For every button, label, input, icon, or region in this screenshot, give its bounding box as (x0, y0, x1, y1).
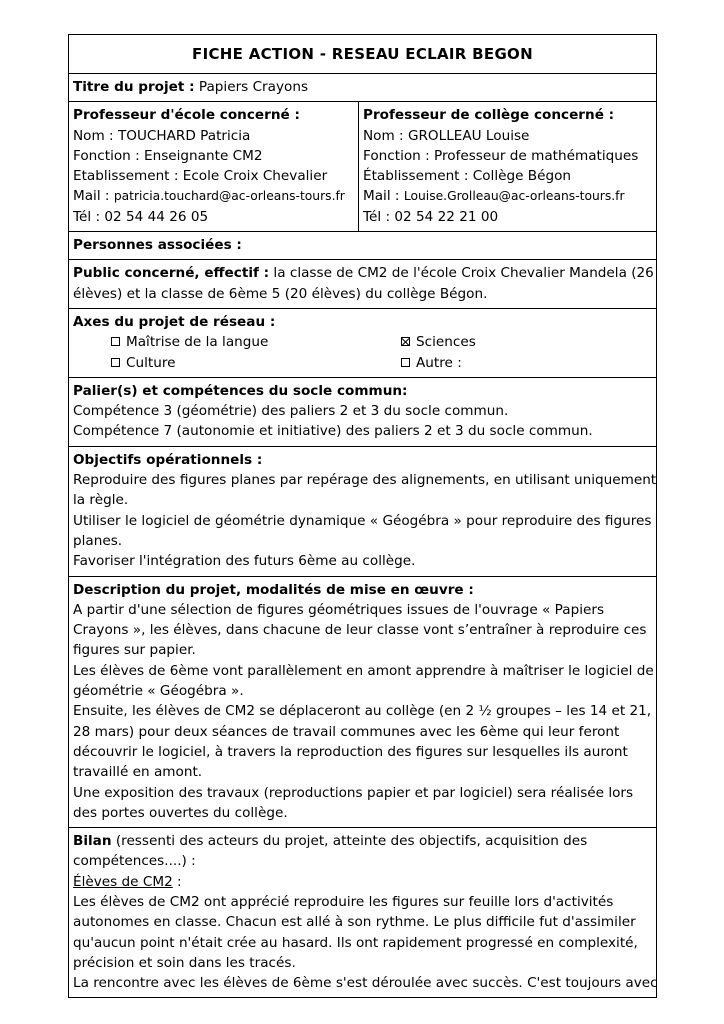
axes-label: Axes du projet de réseau : (73, 313, 276, 330)
description-line: travaillé en amont. (73, 764, 203, 781)
objectives-label: Objectifs opérationnels : (73, 451, 263, 468)
objectives-row (69, 446, 657, 576)
audience-row (69, 260, 657, 309)
objectives-line: la règle. (73, 492, 129, 509)
axis-option-culture[interactable] (111, 353, 401, 373)
objectives-line: planes. (73, 532, 123, 549)
assessment-intro-2: compétences....) : (73, 853, 196, 870)
description-line: Les élèves de 6ème vont parallèlement en amont apprendre à maîtriser le logiciel de (73, 662, 654, 679)
skills-cell (69, 377, 657, 446)
school-teacher-name: Nom : TOUCHARD Patricia (73, 127, 251, 144)
axis-option-culture-label: Culture (126, 354, 176, 371)
associated-people-row (69, 232, 657, 260)
description-cell (69, 576, 657, 828)
assessment-cell (69, 828, 657, 998)
skills-line-2: Compétence 7 (autonomie et initiative) des paliers 2 et 3 du socle commun. (73, 423, 593, 440)
axis-option-sciences[interactable] (401, 332, 601, 352)
college-teacher-function: Fonction : Professeur de mathématiques (363, 147, 639, 164)
assessment-label: Bilan (73, 833, 112, 850)
description-line: Une exposition des travaux (reproductions papier et par logiciel) sera réalisée lors (73, 784, 634, 801)
action-sheet (68, 34, 656, 998)
school-teacher-mail: patricia.touchard@ac-orleans-tours.fr (113, 189, 345, 204)
axes-cell (69, 308, 657, 377)
assessment-line: La rencontre avec les élèves de 6ème s'est déroulée avec succès. C'est toujours avec (73, 975, 658, 992)
objectives-cell (69, 446, 657, 576)
objectives-line: Favoriser l'intégration des futurs 6ème au collège. (73, 553, 416, 570)
project-title-cell (69, 74, 657, 102)
teachers-row (69, 102, 657, 232)
checkbox-icon[interactable] (111, 337, 120, 346)
school-teacher-cell (69, 102, 359, 232)
assessment-line: qu'aucun point n'était crée au hasard. Ils ont rapidement progressé en complexité, (73, 934, 638, 951)
project-title-row (69, 74, 657, 102)
associated-people-label: Personnes associées : (73, 237, 242, 254)
description-line: Crayons », les élèves, dans chacune de leur classe vont s’entraîner à reproduire ces (73, 622, 647, 639)
description-label: Description du projet, modalités de mise en œuvre : (73, 581, 474, 598)
description-line: 28 mars) pour deux séances de travail communes avec les 6ème qui leur feront (73, 723, 620, 740)
fiche-table (68, 34, 657, 998)
school-teacher-mail-label: Mail : (73, 188, 114, 205)
college-teacher-heading: Professeur de collège concerné : (363, 107, 615, 124)
assessment-subheading: Élèves de CM2 (73, 873, 173, 890)
checked-checkbox-icon[interactable] (401, 337, 410, 346)
school-teacher-phone: Tél : 02 54 44 26 05 (73, 208, 209, 225)
axis-option-sciences-label: Sciences (416, 334, 476, 351)
sheet-title: FICHE ACTION - RESEAU ECLAIR BEGON (69, 35, 657, 74)
school-teacher-heading: Professeur d'école concerné : (73, 107, 300, 124)
assessment-line: précision et soin dans les tracés. (73, 954, 296, 971)
assessment-intro-1: (ressenti des acteurs du projet, atteinte des objectifs, acquisition des (111, 833, 588, 850)
description-line: A partir d'une sélection de figures géométriques issues de l'ouvrage « Papiers (73, 601, 605, 618)
skills-label: Palier(s) et compétences du socle commun: (73, 382, 408, 399)
description-line: géométrie « Géogébra ». (73, 683, 244, 700)
school-teacher-establishment: Etablissement : Ecole Croix Chevalier (73, 168, 328, 185)
associated-people-cell (69, 232, 657, 260)
description-line: figures sur papier. (73, 642, 196, 659)
school-teacher-mail-line (73, 186, 354, 206)
college-teacher-establishment: Établissement : Collège Bégon (363, 168, 572, 185)
audience-cell (69, 260, 657, 309)
audience-label: Public concerné, effectif : (73, 265, 270, 282)
assessment-subheading-suffix: : (172, 873, 182, 890)
audience-line-1: la classe de CM2 de l'école Croix Chevalier Mandela (26 (269, 265, 654, 282)
checkbox-icon[interactable] (401, 358, 410, 367)
skills-line-1: Compétence 3 (géométrie) des paliers 2 et 3 du socle commun. (73, 403, 509, 420)
audience-line-2: élèves) et la classe de 6ème 5 (20 élèves) du collège Bégon. (73, 285, 488, 302)
college-teacher-mail-line (363, 186, 652, 206)
axis-option-language[interactable] (111, 332, 401, 352)
description-line: des portes ouvertes du collège. (73, 804, 288, 821)
axes-row (69, 308, 657, 377)
assessment-row (69, 828, 657, 998)
description-line: découvrir le logiciel, à travers la reproduction des figures sur lesquelles ils auront (73, 743, 628, 760)
axis-option-language-label: Maîtrise de la langue (126, 334, 269, 351)
project-title-value: Papiers Crayons (198, 79, 309, 95)
college-teacher-cell (359, 102, 657, 232)
description-line: Ensuite, les élèves de CM2 se déplaceront au collège (en 2 ½ groupes – les 14 et 21, (73, 703, 652, 720)
axis-option-other[interactable] (401, 353, 601, 373)
assessment-line: autonomes en classe. Chacun est allé à son rythme. Le plus difficile fut d'assimiler (73, 914, 636, 931)
project-title-label: Titre du projet : (73, 79, 195, 95)
title-row (69, 35, 657, 74)
assessment-line: Les élèves de CM2 ont apprécié reproduire les figures sur feuille lors d'activités (73, 893, 614, 910)
checkbox-icon[interactable] (111, 358, 120, 367)
objectives-line: Reproduire des figures planes par repérage des alignements, en utilisant uniquement (73, 472, 657, 489)
college-teacher-name: Nom : GROLLEAU Louise (363, 127, 530, 144)
college-teacher-phone: Tél : 02 54 22 21 00 (363, 208, 499, 225)
school-teacher-function: Fonction : Enseignante CM2 (73, 147, 263, 164)
description-row (69, 576, 657, 828)
skills-row (69, 377, 657, 446)
college-teacher-mail: Louise.Grolleau@ac-orleans-tours.fr (403, 189, 625, 204)
axis-option-other-label: Autre : (416, 354, 462, 371)
axes-options (73, 332, 652, 373)
college-teacher-mail-label: Mail : (363, 188, 404, 205)
objectives-line: Utiliser le logiciel de géométrie dynamique « Géogébra » pour reproduire des figures (73, 512, 652, 529)
